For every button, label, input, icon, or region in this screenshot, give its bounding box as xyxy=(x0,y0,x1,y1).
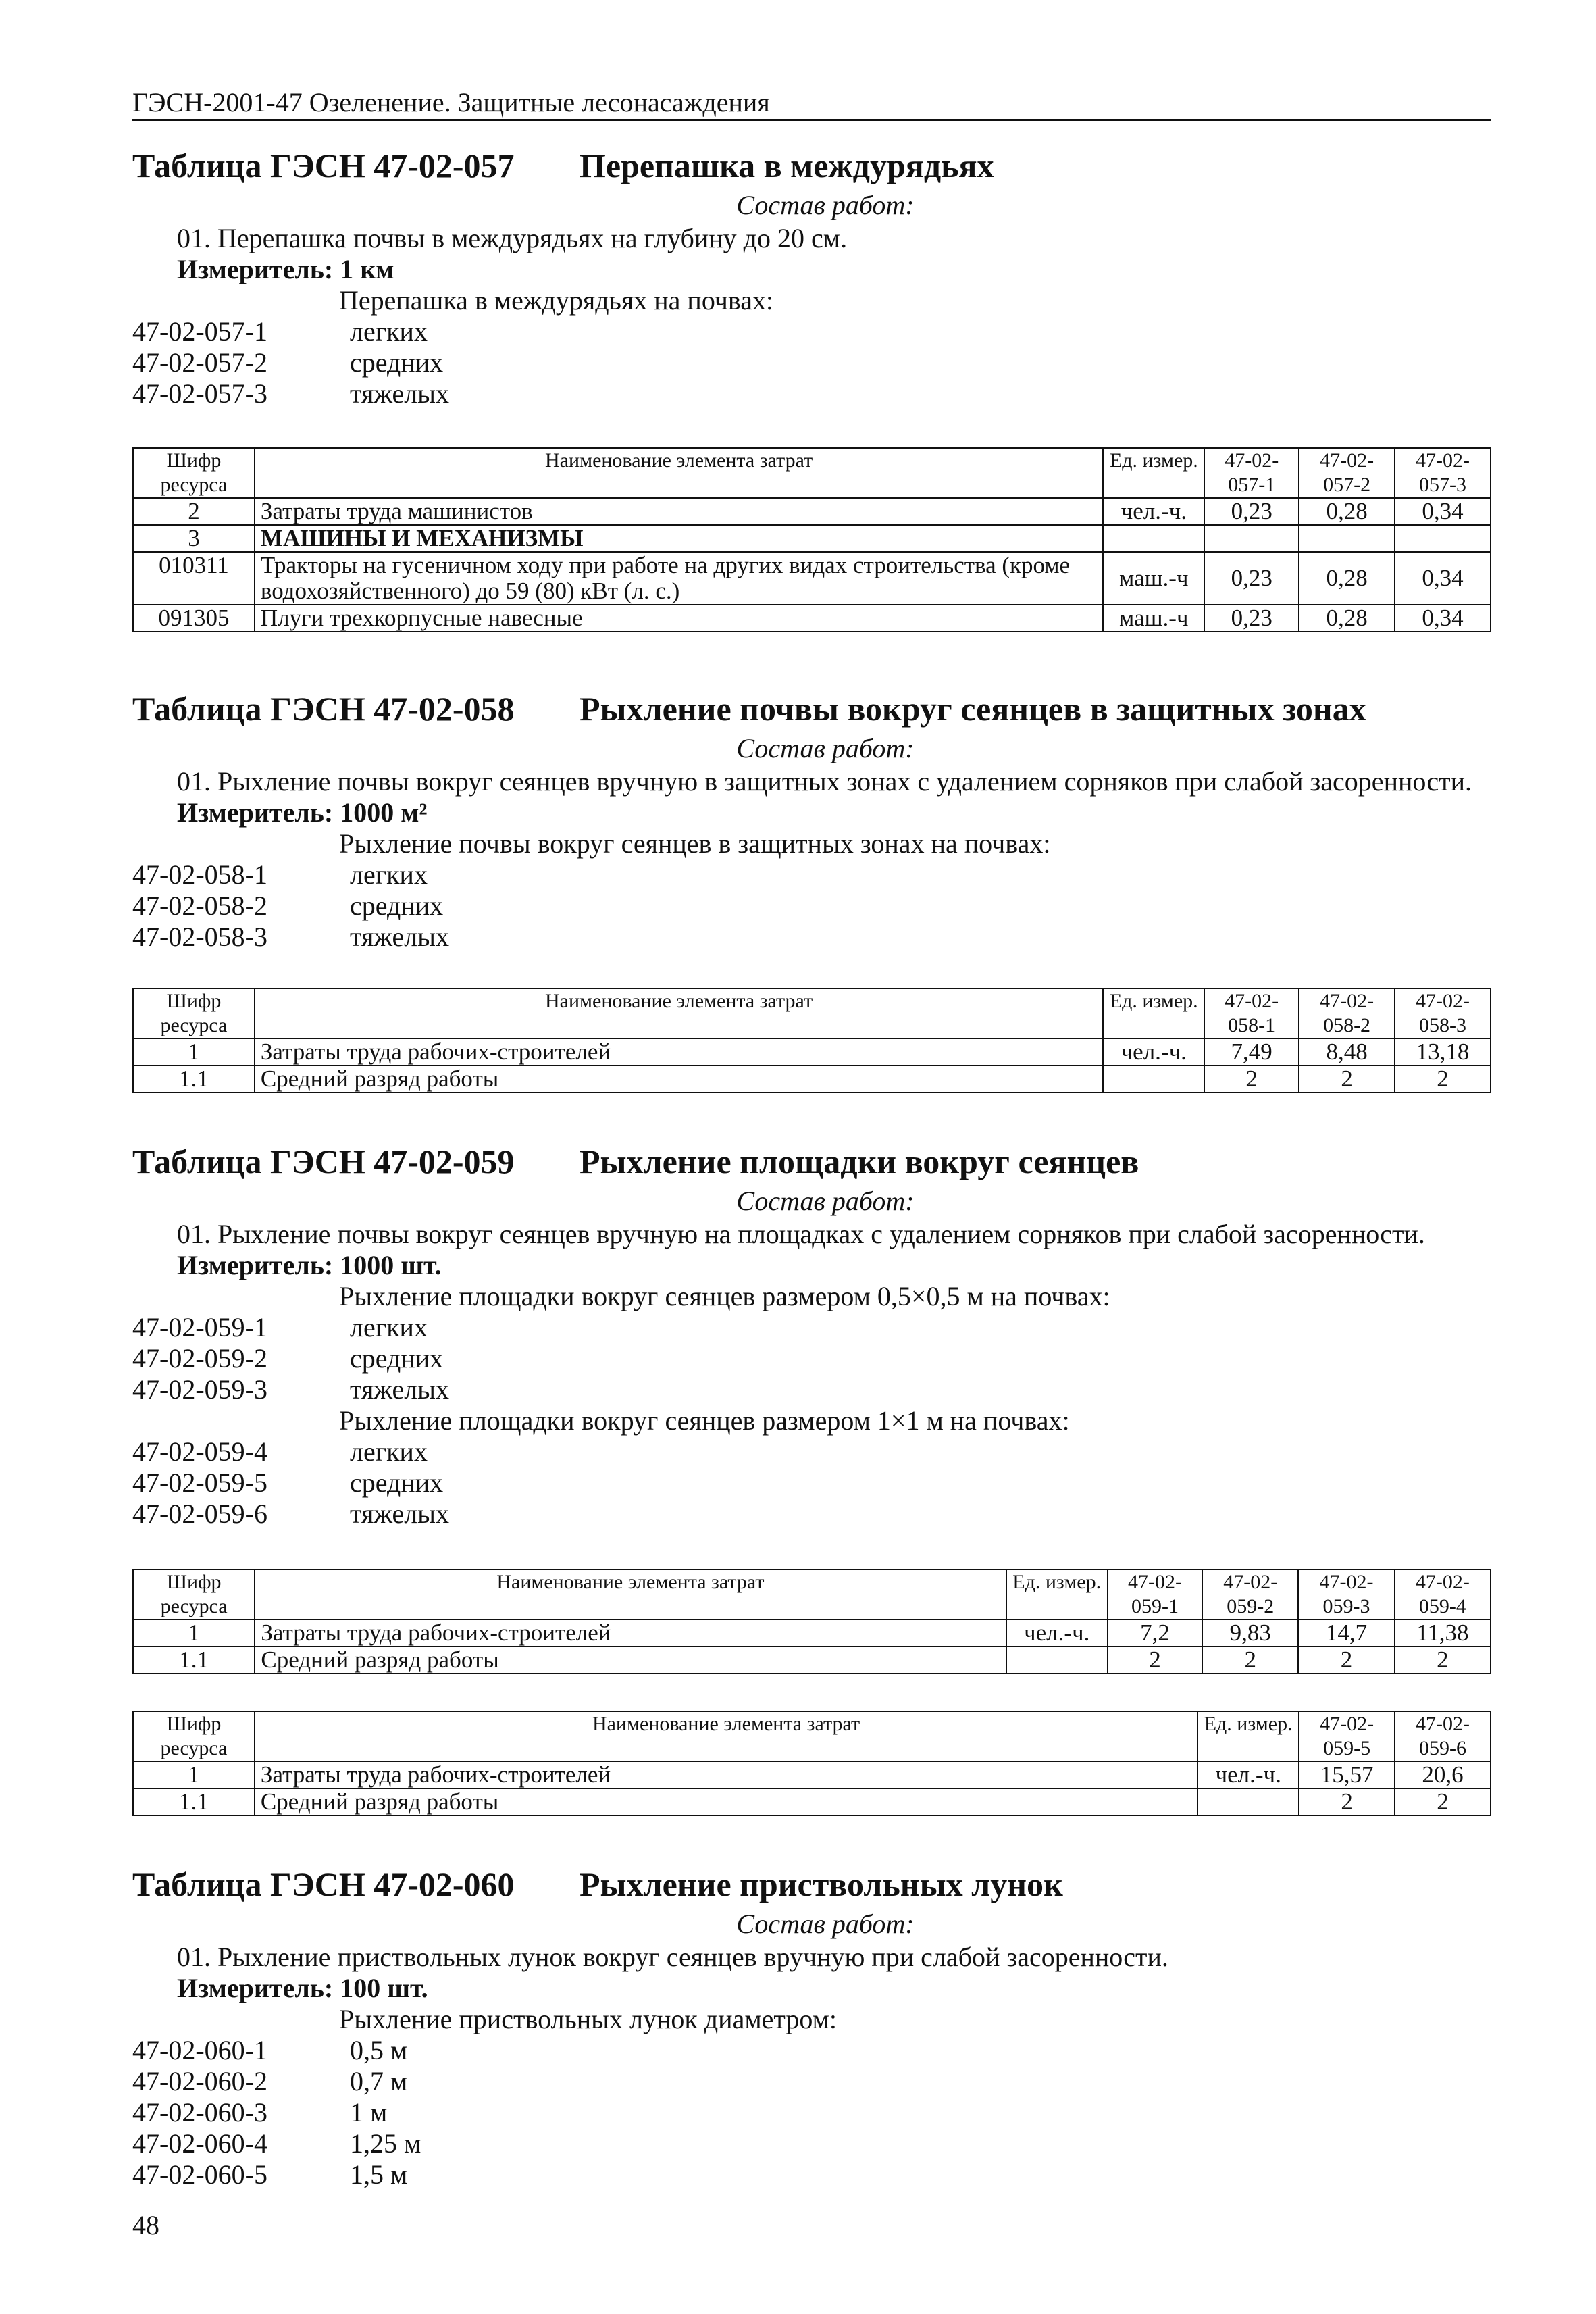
table-row xyxy=(133,498,1491,525)
item-label: 0,7 м xyxy=(350,2066,408,2096)
table-header-row xyxy=(133,1711,1491,1761)
cell-name: Средний разряд работы xyxy=(255,1065,1103,1092)
item-code: 47-02-059-2 xyxy=(132,1343,267,1374)
item-code: 47-02-057-3 xyxy=(132,378,267,409)
cell-value: 11,38 xyxy=(1395,1619,1491,1646)
cell-name: Затраты труда рабочих-строителей xyxy=(255,1038,1103,1065)
cell-unit xyxy=(1006,1646,1108,1674)
cell-value: 7,2 xyxy=(1108,1619,1202,1646)
work-composition-label: Состав работ: xyxy=(736,1186,915,1216)
cell-name: Плуги трехкорпусные навесные xyxy=(255,605,1103,632)
work-description: 01. Рыхление почвы вокруг сеянцев вручную на площадках с удалением сорняков при слабой засоренности. xyxy=(177,1219,1425,1249)
table-header-row xyxy=(133,1569,1491,1619)
subheading: Рыхление приствольных лунок диаметром: xyxy=(339,2004,838,2034)
table-row xyxy=(133,525,1491,552)
item-code: 47-02-059-5 xyxy=(132,1467,267,1498)
item-label: легких xyxy=(350,1312,428,1342)
subheading: Рыхление почвы вокруг сеянцев в защитных зонах на почвах: xyxy=(339,828,1051,859)
section-47-02-059 xyxy=(132,1142,1491,1530)
item-label: средних xyxy=(350,347,444,378)
table-row xyxy=(133,1761,1491,1788)
work-composition-label: Состав работ: xyxy=(736,190,915,220)
resource-table-059-b xyxy=(132,1711,1491,1816)
cell-value: 2 xyxy=(1395,1646,1491,1674)
work-description: 01. Рыхление приствольных лунок вокруг сеянцев вручную при слабой засоренности. xyxy=(177,1942,1168,1972)
item-label: средних xyxy=(350,1343,444,1374)
item-code: 47-02-059-6 xyxy=(132,1499,267,1529)
header-rule xyxy=(132,119,1491,121)
list-item xyxy=(132,2128,1491,2159)
col-header-norm: 47-02-059-6 xyxy=(1395,1711,1491,1761)
subheading: Рыхление площадки вокруг сеянцев размером 0,5×0,5 м на почвах: xyxy=(339,1281,1110,1311)
running-header: ГЭСН-2001-47 Озеленение. Защитные лесонасаждения xyxy=(132,87,770,118)
list-item xyxy=(132,1312,1491,1343)
table-number: Таблица ГЭСН 47-02-057 xyxy=(132,147,515,184)
list-item xyxy=(132,1499,1491,1530)
col-header-code: Шифр ресурса xyxy=(133,1569,255,1619)
cell-unit xyxy=(1198,1788,1299,1815)
col-header-norm: 47-02-059-5 xyxy=(1299,1711,1395,1761)
cell-value: 2 xyxy=(1299,1065,1395,1092)
col-header-norm: 47-02-058-1 xyxy=(1204,988,1299,1038)
list-item xyxy=(132,2159,1491,2190)
cell-value: 0,28 xyxy=(1299,552,1395,605)
cell-code: 1.1 xyxy=(133,1788,255,1815)
item-label: тяжелых xyxy=(350,1499,450,1529)
col-header-unit: Ед. измер. xyxy=(1103,988,1204,1038)
cell-code: 2 xyxy=(133,498,255,525)
list-item xyxy=(132,2097,1491,2128)
col-header-unit: Ед. измер. xyxy=(1103,448,1204,498)
cell-code: 1 xyxy=(133,1038,255,1065)
list-item xyxy=(132,347,1491,378)
item-code: 47-02-060-1 xyxy=(132,2035,267,2065)
cell-value: 15,57 xyxy=(1299,1761,1395,1788)
cell-value: 2 xyxy=(1298,1646,1394,1674)
item-label: 1,25 м xyxy=(350,2128,421,2159)
cell-value: 0,28 xyxy=(1299,605,1395,632)
item-code: 47-02-057-2 xyxy=(132,347,267,378)
item-label: тяжелых xyxy=(350,1374,450,1405)
item-code: 47-02-059-1 xyxy=(132,1312,267,1342)
item-label: 0,5 м xyxy=(350,2035,408,2065)
col-header-norm: 47-02-058-3 xyxy=(1395,988,1491,1038)
col-header-name: Наименование элемента затрат xyxy=(255,448,1103,498)
item-code: 47-02-058-3 xyxy=(132,922,267,952)
list-item xyxy=(132,1467,1491,1499)
item-label: легких xyxy=(350,316,428,347)
table-name: Рыхление площадки вокруг сеянцев xyxy=(580,1142,1139,1180)
item-label: 1 м xyxy=(350,2097,388,2128)
item-code: 47-02-059-3 xyxy=(132,1374,267,1405)
cell-name: Средний разряд работы xyxy=(255,1646,1006,1674)
work-description: 01. Перепашка почвы в междурядьях на глубину до 20 см. xyxy=(177,223,848,253)
item-label: 1,5 м xyxy=(350,2159,408,2190)
cell-code: 1 xyxy=(133,1761,255,1788)
cell-unit: чел.-ч. xyxy=(1103,1038,1204,1065)
page-number: 48 xyxy=(132,2210,159,2240)
list-item xyxy=(132,890,1491,922)
table-number: Таблица ГЭСН 47-02-059 xyxy=(132,1142,515,1180)
col-header-code: Шифр ресурса xyxy=(133,1711,255,1761)
col-header-norm: 47-02-057-2 xyxy=(1299,448,1395,498)
cell-value: 2 xyxy=(1202,1646,1298,1674)
cell-value: 2 xyxy=(1204,1065,1299,1092)
cell-name: Средний разряд работы xyxy=(255,1788,1198,1815)
col-header-name: Наименование элемента затрат xyxy=(255,1711,1198,1761)
item-code: 47-02-058-1 xyxy=(132,859,267,890)
item-code: 47-02-059-4 xyxy=(132,1436,267,1467)
cell-value xyxy=(1395,525,1491,552)
item-label: тяжелых xyxy=(350,922,450,952)
item-code: 47-02-060-5 xyxy=(132,2159,267,2190)
cell-value: 9,83 xyxy=(1202,1619,1298,1646)
cell-value: 2 xyxy=(1299,1788,1395,1815)
cell-value: 2 xyxy=(1108,1646,1202,1674)
table-number: Таблица ГЭСН 47-02-058 xyxy=(132,690,515,728)
cell-value: 0,23 xyxy=(1204,605,1299,632)
table-name: Рыхление приствольных лунок xyxy=(580,1865,1063,1903)
section-47-02-058 xyxy=(132,689,1491,953)
measure-unit: Измеритель: 100 шт. xyxy=(177,1973,428,2003)
cell-unit: чел.-ч. xyxy=(1006,1619,1108,1646)
cell-value: 8,48 xyxy=(1299,1038,1395,1065)
cell-value xyxy=(1204,525,1299,552)
col-header-norm: 47-02-059-2 xyxy=(1202,1569,1298,1619)
item-label: средних xyxy=(350,1467,444,1498)
cell-code: 1.1 xyxy=(133,1065,255,1092)
cell-name: Затраты труда рабочих-строителей xyxy=(255,1761,1198,1788)
table-header-row xyxy=(133,448,1491,498)
measure-unit: Измеритель: 1 км xyxy=(177,254,394,284)
cell-value: 0,34 xyxy=(1395,552,1491,605)
cell-name: МАШИНЫ И МЕХАНИЗМЫ xyxy=(255,525,1103,552)
cell-unit: маш.-ч xyxy=(1103,552,1204,605)
list-item xyxy=(132,1343,1491,1374)
col-header-norm: 47-02-059-4 xyxy=(1395,1569,1491,1619)
section-title xyxy=(132,1142,1491,1184)
section-47-02-060 xyxy=(132,1865,1491,2190)
cell-value: 2 xyxy=(1395,1788,1491,1815)
table-row xyxy=(133,1646,1491,1674)
item-label: средних xyxy=(350,890,444,921)
cell-name: Тракторы на гусеничном ходу при работе на других видах строительства (кроме водохозяйственного) до 59 (80) кВт (л. с.) xyxy=(255,552,1103,605)
cell-value: 7,49 xyxy=(1204,1038,1299,1065)
item-code: 47-02-058-2 xyxy=(132,890,267,921)
item-label: легких xyxy=(350,859,428,890)
col-header-name: Наименование элемента затрат xyxy=(255,988,1103,1038)
table-name: Рыхление почвы вокруг сеянцев в защитных зонах xyxy=(580,690,1366,728)
table-row xyxy=(133,605,1491,632)
table-header-row xyxy=(133,988,1491,1038)
table-row xyxy=(133,1788,1491,1815)
measure-unit: Измеритель: 1000 шт. xyxy=(177,1250,442,1280)
cell-code: 3 xyxy=(133,525,255,552)
cell-unit xyxy=(1103,1065,1204,1092)
cell-unit: маш.-ч xyxy=(1103,605,1204,632)
col-header-norm: 47-02-057-3 xyxy=(1395,448,1491,498)
resource-table-059-a xyxy=(132,1569,1491,1674)
item-label: легких xyxy=(350,1436,428,1467)
cell-value: 20,6 xyxy=(1395,1761,1491,1788)
col-header-norm: 47-02-059-3 xyxy=(1298,1569,1394,1619)
item-code: 47-02-060-4 xyxy=(132,2128,267,2159)
table-number: Таблица ГЭСН 47-02-060 xyxy=(132,1865,515,1903)
cell-unit: чел.-ч. xyxy=(1198,1761,1299,1788)
list-item xyxy=(132,2035,1491,2066)
item-code: 47-02-060-3 xyxy=(132,2097,267,2128)
col-header-norm: 47-02-059-1 xyxy=(1108,1569,1202,1619)
subheading: Перепашка в междурядьях на почвах: xyxy=(339,285,774,316)
cell-value: 0,34 xyxy=(1395,605,1491,632)
table-row xyxy=(133,552,1491,605)
col-header-code: Шифр ресурса xyxy=(133,448,255,498)
work-composition-label: Состав работ: xyxy=(736,1909,915,1939)
table-row xyxy=(133,1065,1491,1092)
section-title xyxy=(132,1865,1491,1907)
cell-value: 0,23 xyxy=(1204,552,1299,605)
cell-value: 2 xyxy=(1395,1065,1491,1092)
cell-value: 13,18 xyxy=(1395,1038,1491,1065)
resource-table-058 xyxy=(132,988,1491,1093)
cell-name: Затраты труда машинистов xyxy=(255,498,1103,525)
cell-code: 1 xyxy=(133,1619,255,1646)
subheading: Рыхление площадки вокруг сеянцев размером 1×1 м на почвах: xyxy=(339,1405,1070,1436)
col-header-unit: Ед. измер. xyxy=(1006,1569,1108,1619)
cell-code: 091305 xyxy=(133,605,255,632)
cell-unit: чел.-ч. xyxy=(1103,498,1204,525)
table-row xyxy=(133,1038,1491,1065)
col-header-norm: 47-02-057-1 xyxy=(1204,448,1299,498)
work-description: 01. Рыхление почвы вокруг сеянцев вручную в защитных зонах с удалением сорняков при слабой засоренности. xyxy=(177,766,1472,797)
cell-value xyxy=(1299,525,1395,552)
section-47-02-057 xyxy=(132,146,1491,409)
item-code: 47-02-060-2 xyxy=(132,2066,267,2096)
list-item xyxy=(132,378,1491,409)
item-label: тяжелых xyxy=(350,378,450,409)
item-code: 47-02-057-1 xyxy=(132,316,267,347)
table-name: Перепашка в междурядьях xyxy=(580,147,994,184)
list-item xyxy=(132,859,1491,890)
cell-value: 0,34 xyxy=(1395,498,1491,525)
col-header-unit: Ед. измер. xyxy=(1198,1711,1299,1761)
list-item xyxy=(132,2066,1491,2097)
list-item xyxy=(132,316,1491,347)
cell-code: 010311 xyxy=(133,552,255,605)
col-header-code: Шифр ресурса xyxy=(133,988,255,1038)
section-title xyxy=(132,689,1491,731)
cell-unit xyxy=(1103,525,1204,552)
col-header-name: Наименование элемента затрат xyxy=(255,1569,1006,1619)
section-title xyxy=(132,146,1491,188)
cell-name: Затраты труда рабочих-строителей xyxy=(255,1619,1006,1646)
table-row xyxy=(133,1619,1491,1646)
work-composition-label: Состав работ: xyxy=(736,733,915,763)
cell-value: 0,23 xyxy=(1204,498,1299,525)
list-item xyxy=(132,922,1491,953)
cell-value: 14,7 xyxy=(1298,1619,1394,1646)
cell-code: 1.1 xyxy=(133,1646,255,1674)
list-item xyxy=(132,1374,1491,1405)
list-item xyxy=(132,1436,1491,1467)
cell-value: 0,28 xyxy=(1299,498,1395,525)
col-header-norm: 47-02-058-2 xyxy=(1299,988,1395,1038)
resource-table-057 xyxy=(132,447,1491,632)
measure-unit: Измеритель: 1000 м² xyxy=(177,797,428,828)
